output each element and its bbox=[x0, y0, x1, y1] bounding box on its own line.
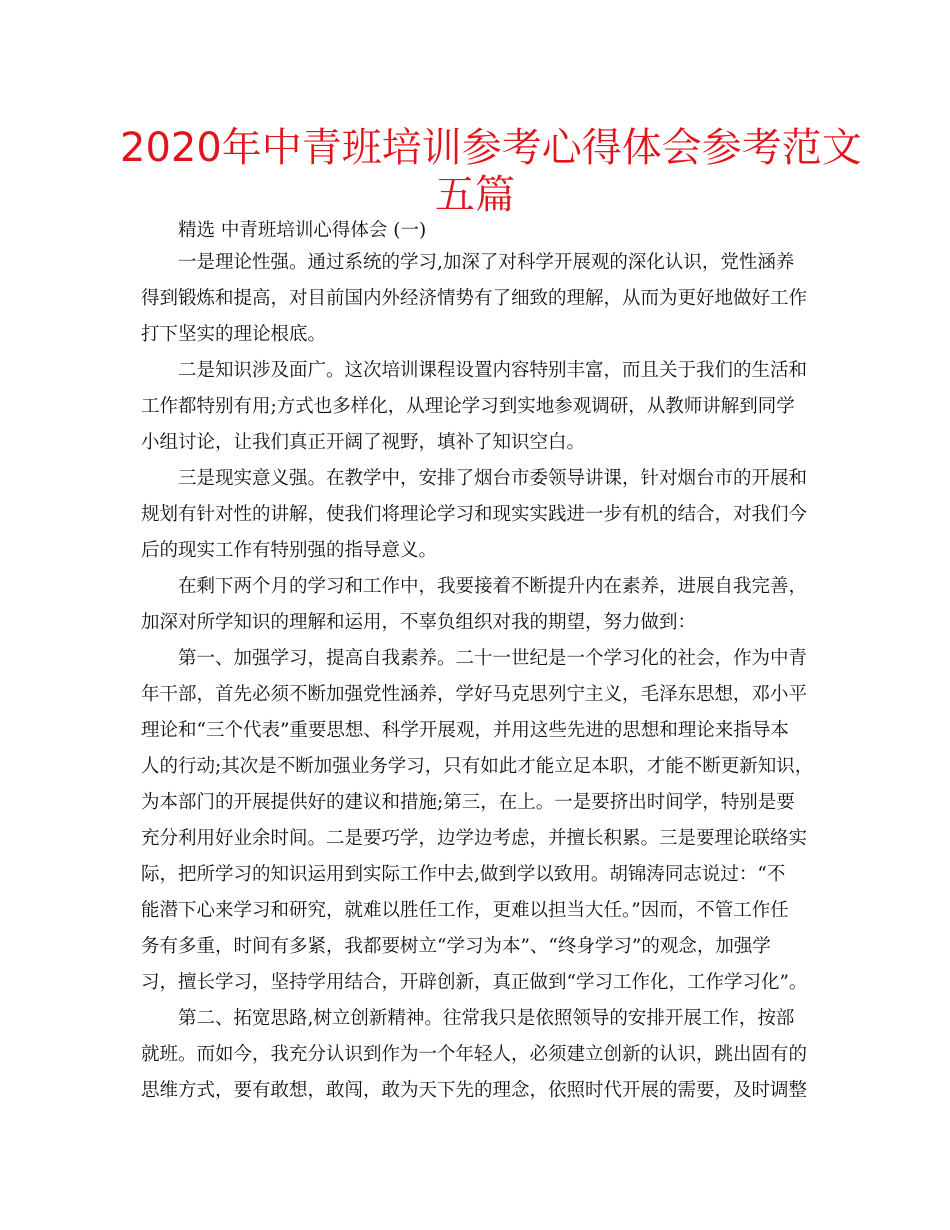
paragraph-line: 就班。而如今，我充分认识到作为一个年轻人，必须建立创新的认识，跳出固有的 bbox=[141, 1044, 808, 1065]
paragraph-line: 为本部门的开展提供好的建议和措施;第三，在上。一是要挤出时间学，特别是要 bbox=[141, 792, 795, 813]
paragraph-line: 打下坚实的理论根底。 bbox=[141, 324, 327, 345]
paragraph-line: 小组讨论，让我们真正开阔了视野，填补了知识空白。 bbox=[141, 432, 586, 453]
paragraph-line: 理论和“三个代表”重要思想、科学开展观，并用这些先进的思想和理论来指导本 bbox=[141, 720, 789, 741]
document-title-line-2: 五篇 bbox=[435, 172, 515, 218]
document-title-line-1: 2020年中青班培训参考心得体会参考范文 bbox=[120, 125, 862, 171]
section-heading: 精选 中青班培训心得体会 (一) bbox=[178, 220, 427, 241]
paragraph-line: 能潜下心来学习和研究，就难以胜任工作，更难以担当大任。”因而，不管工作任 bbox=[141, 900, 789, 921]
paragraph-line: 年干部，首先必须不断加强党性涵养，学好马克思列宁主义，毛泽东思想，邓小平 bbox=[141, 684, 808, 705]
paragraph-line: 充分利用好业余时间。二是要巧学，边学边考虑，并擅长积累。三是要理论联络实 bbox=[141, 828, 808, 849]
paragraph-line: 人的行动;其次是不断加强业务学习，只有如此才能立足本职，才能不断更新知识， bbox=[141, 756, 814, 777]
paragraph-line: 一是理论性强。通过系统的学习,加深了对科学开展观的深化认识，党性涵养 bbox=[178, 252, 795, 273]
paragraph-line: 在剩下两个月的学习和工作中，我要接着不断提升内在素养，进展自我完善， bbox=[178, 576, 808, 597]
paragraph-line: 第二、拓宽思路,树立创新精神。往常我只是依照领导的安排开展工作，按部 bbox=[178, 1008, 795, 1029]
paragraph-line: 第一、加强学习，提高自我素养。二十一世纪是一个学习化的社会，作为中青 bbox=[178, 648, 808, 669]
paragraph-line: 工作都特别有用;方式也多样化，从理论学习到实地参观调研，从教师讲解到同学 bbox=[141, 396, 795, 417]
paragraph-line: 后的现实工作有特别强的指导意义。 bbox=[141, 540, 438, 561]
paragraph-line: 二是知识涉及面广。这次培训课程设置内容特别丰富，而且关于我们的生活和 bbox=[178, 360, 808, 381]
paragraph-line: 加深对所学知识的理解和运用，不辜负组织对我的期望，努力做到： bbox=[141, 612, 697, 633]
paragraph-line: 际，把所学习的知识运用到实际工作中去,做到学以致用。胡锦涛同志说过：“不 bbox=[141, 864, 786, 885]
paragraph-line: 务有多重，时间有多紧，我都要树立“学习为本”、“终身学习”的观念，加强学 bbox=[141, 936, 771, 957]
paragraph-line: 三是现实意义强。在教学中，安排了烟台市委领导讲课，针对烟台市的开展和 bbox=[178, 468, 808, 489]
paragraph-line: 规划有针对性的讲解，使我们将理论学习和现实实践进一步有机的结合，对我们今 bbox=[141, 504, 808, 525]
paragraph-line: 思维方式，要有敢想，敢闯，敢为天下先的理念，依照时代开展的需要，及时调整 bbox=[141, 1080, 808, 1101]
paragraph-line: 得到锻炼和提高，对目前国内外经济情势有了细致的理解，从而为更好地做好工作 bbox=[141, 288, 808, 309]
paragraph-line: 习，擅长学习，坚持学用结合，开辟创新，真正做到“学习工作化，工作学习化”。 bbox=[141, 972, 808, 993]
